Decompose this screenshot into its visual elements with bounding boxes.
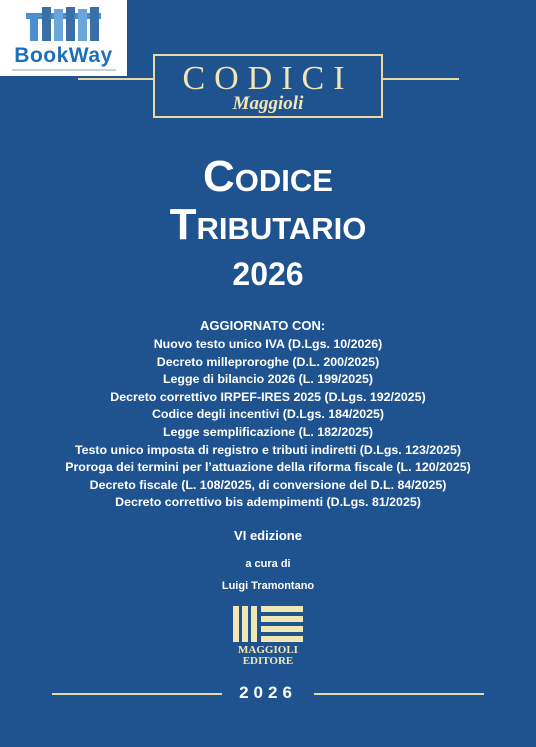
rule-left	[78, 78, 153, 80]
updates-heading: AGGIORNATO CON:	[200, 318, 326, 333]
update-item: Codice degli incentivi (D.Lgs. 184/2025)	[151, 407, 385, 422]
footer-year: 2026	[239, 683, 297, 702]
bookway-badge	[0, 0, 127, 76]
rule-right	[383, 78, 459, 80]
edition-label: VI edizione	[234, 528, 302, 543]
curator-label: a cura di	[245, 558, 291, 570]
bookway-underline	[12, 69, 116, 71]
publisher-line2: EDITORE	[242, 655, 294, 667]
update-item: Legge di bilancio 2026 (L. 199/2025)	[162, 372, 374, 387]
bookway-name: BookWay	[14, 44, 113, 67]
update-item: Nuovo testo unico IVA (D.Lgs. 10/2026)	[153, 337, 383, 351]
update-item: Decreto fiscale (L. 108/2025, di conversione del D.L. 84/2025)	[89, 477, 447, 492]
series-publisher-script: Maggioli	[232, 93, 304, 114]
book-year: 2026	[232, 256, 304, 292]
book-title-line2: Tributario	[169, 200, 367, 249]
updates-list	[0, 336, 536, 512]
publisher-name	[0, 645, 536, 667]
maggioli-logo-icon	[233, 606, 303, 642]
update-item: Proroga dei termini per l’attuazione della riforma fiscale (L. 120/2025)	[65, 460, 471, 475]
book-title-line1: Codice	[203, 152, 333, 201]
publisher-line1: MAGGIOLI	[238, 644, 298, 656]
update-item: Decreto milleproroghe (D.L. 200/2025)	[156, 354, 380, 369]
series-name: CODICI	[182, 60, 354, 97]
author-name: Luigi Tramontano	[221, 580, 315, 592]
update-item: Decreto correttivo bis adempimenti (D.Lgs. 81/2025)	[115, 495, 421, 510]
bookway-logo-icon	[26, 7, 101, 43]
update-item: Legge semplificazione (L. 182/2025)	[162, 424, 374, 439]
update-item: Decreto correttivo IRPEF-IRES 2025 (D.Lgs. 192/2025)	[110, 389, 426, 404]
update-item: Testo unico imposta di registro e tributi indiretti (D.Lgs. 123/2025)	[74, 442, 461, 457]
